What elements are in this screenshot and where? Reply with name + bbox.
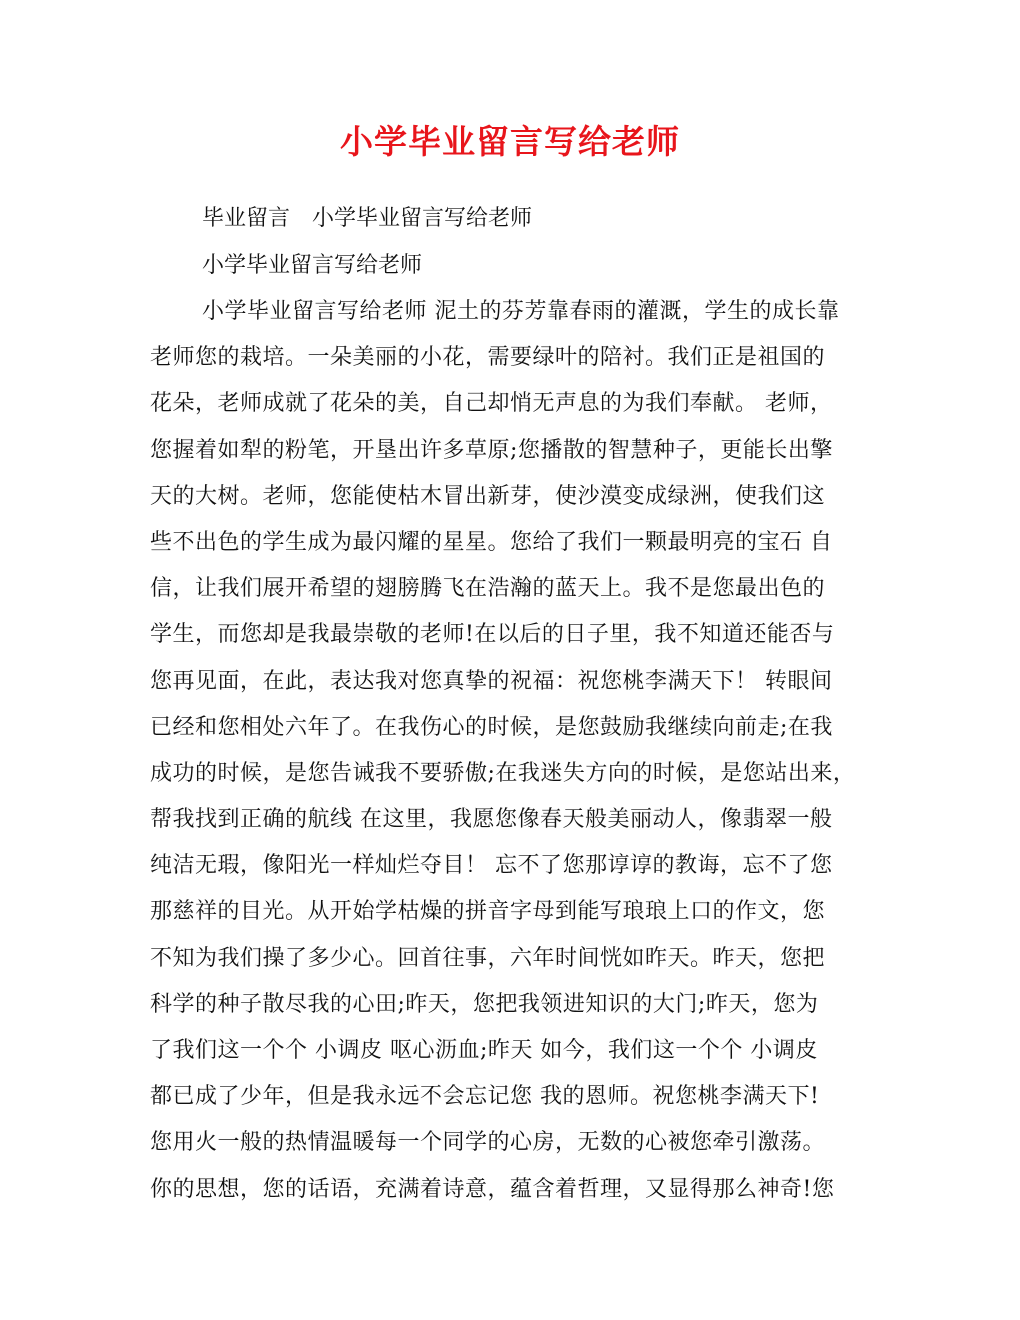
body-line: 您握着如犁的粉笔，开垦出许多草原;您播散的智慧种子，更能长出擎 <box>150 437 833 463</box>
body-line: 都已成了少年，但是我永远不会忘记您 我的恩师。祝您桃李满天下! <box>150 1084 820 1110</box>
body-line: 您再见面，在此，表达我对您真挚的祝福：祝您桃李满天下！ 转眼间 <box>150 668 833 694</box>
body-line: 您用火一般的热情温暖每一个同学的心房，无数的心被您牵引激荡。 <box>150 1130 826 1156</box>
category-label: 毕业留言 <box>202 206 291 231</box>
body-line: 信，让我们展开希望的翅膀腾飞在浩瀚的蓝天上。我不是您最出色的 <box>150 576 826 602</box>
category-line <box>202 204 532 234</box>
body-line: 帮我找到正确的航线 在这里，我愿您像春天般美丽动人，像翡翠一般 <box>150 807 833 833</box>
body-line: 天的大树。老师，您能使枯木冒出新芽，使沙漠变成绿洲，使我们这 <box>150 483 826 509</box>
body-line: 不知为我们操了多少心。回首往事，六年时间恍如昨天。昨天，您把 <box>150 945 826 971</box>
body-line: 老师您的栽培。一朵美丽的小花，需要绿叶的陪衬。我们正是祖国的 <box>150 345 826 371</box>
body-line: 纯洁无瑕，像阳光一样灿烂夺目！ 忘不了您那谆谆的教诲，忘不了您 <box>150 853 833 879</box>
body-line: 科学的种子散尽我的心田;昨天，您把我领进知识的大门;昨天，您为 <box>150 991 819 1017</box>
body-line: 花朵，老师成就了花朵的美，自己却悄无声息的为我们奉献。 老师， <box>150 391 833 417</box>
category-title: 小学毕业留言写给老师 <box>312 206 533 231</box>
body-line: 了我们这一个个 小调皮 呕心沥血;昨天 如今，我们这一个个 小调皮 <box>150 1038 818 1063</box>
body-line: 小学毕业留言写给老师 泥土的芬芳靠春雨的灌溉，学生的成长靠 <box>202 299 840 324</box>
body-line: 那慈祥的目光。从开始学枯燥的拼音字母到能写琅琅上口的作文，您 <box>150 899 826 925</box>
body-line: 已经和您相处六年了。在我伤心的时候，是您鼓励我继续向前走;在我 <box>150 714 833 740</box>
body-line: 些不出色的学生成为最闪耀的星星。您给了我们一颗最明亮的宝石 自 <box>150 529 833 555</box>
body-line: 你的思想，您的话语，充满着诗意，蕴含着哲理，又显得那么神奇!您 <box>150 1176 835 1202</box>
document-title: 小学毕业留言写给老师 <box>340 122 680 161</box>
body-line: 学生，而您却是我最崇敬的老师!在以后的日子里，我不知道还能否与 <box>150 622 835 648</box>
body-text <box>150 296 890 1220</box>
subheading: 小学毕业留言写给老师 <box>202 253 423 278</box>
body-line: 成功的时候，是您告诫我不要骄傲;在我迷失方向的时候，是您站出来， <box>150 760 856 786</box>
